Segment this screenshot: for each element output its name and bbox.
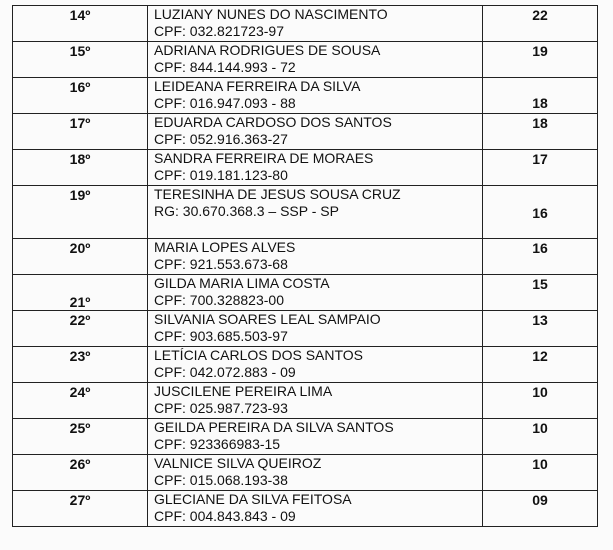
candidate-document: CPF: 052.916.363-27	[154, 131, 288, 147]
score-value: 19	[532, 43, 548, 59]
position-cell	[13, 491, 148, 527]
score-value: 17	[532, 151, 548, 167]
position-cell	[13, 78, 148, 114]
candidate-cell	[148, 42, 483, 78]
position-label: 15º	[69, 43, 91, 59]
table-row	[13, 239, 598, 275]
candidate-name: VALNICE SILVA QUEIROZ	[154, 455, 322, 471]
score-cell	[483, 383, 598, 419]
table-row	[13, 455, 598, 491]
position-cell	[13, 150, 148, 186]
candidate-document: CPF: 015.068.193-38	[154, 472, 288, 488]
position-cell	[13, 42, 148, 78]
position-label: 21º	[69, 294, 91, 310]
candidate-document: CPF: 025.987.723-93	[154, 400, 288, 416]
candidate-cell	[148, 78, 483, 114]
candidate-cell	[148, 383, 483, 419]
candidate-document: CPF: 921.553.673-68	[154, 256, 288, 272]
table-row	[13, 78, 598, 114]
position-cell	[13, 455, 148, 491]
candidate-name: LUZIANY NUNES DO NASCIMENTO	[154, 6, 388, 22]
candidate-name: LEIDEANA FERREIRA DA SILVA	[154, 78, 361, 94]
candidate-name: GILDA MARIA LIMA COSTA	[154, 275, 330, 291]
score-value: 16	[532, 240, 548, 256]
table-row	[13, 347, 598, 383]
score-value: 18	[532, 115, 548, 131]
candidate-document: CPF: 004.843.843 - 09	[154, 508, 296, 524]
score-value: 18	[532, 95, 548, 111]
position-label: 27º	[69, 492, 91, 508]
score-value: 16	[532, 205, 548, 221]
candidate-document: CPF: 032.821723-97	[154, 23, 284, 39]
score-value: 22	[532, 7, 548, 23]
candidate-name: GEILDA PEREIRA DA SILVA SANTOS	[154, 419, 394, 435]
score-value: 10	[532, 384, 548, 400]
score-value: 12	[532, 348, 548, 364]
candidate-name: LETÍCIA CARLOS DOS SANTOS	[154, 347, 364, 363]
score-cell	[483, 42, 598, 78]
candidate-name: SILVANIA SOARES LEAL SAMPAIO	[154, 311, 381, 327]
candidate-cell	[148, 491, 483, 527]
score-value: 13	[532, 312, 548, 328]
score-value: 10	[532, 456, 548, 472]
position-cell	[13, 347, 148, 383]
position-label: 22º	[69, 312, 91, 328]
candidate-cell	[148, 311, 483, 347]
position-cell	[13, 419, 148, 455]
position-label: 20º	[69, 240, 91, 256]
candidate-document: CPF: 016.947.093 - 88	[154, 95, 296, 111]
position-cell	[13, 6, 148, 42]
candidate-cell	[148, 239, 483, 275]
score-cell	[483, 491, 598, 527]
score-value: 10	[532, 420, 548, 436]
candidate-name: ADRIANA RODRIGUES DE SOUSA	[154, 42, 381, 58]
score-cell	[483, 347, 598, 383]
candidate-name: GLECIANE DA SILVA FEITOSA	[154, 491, 352, 507]
score-value: 15	[532, 276, 548, 292]
candidate-name: TERESINHA DE JESUS SOUSA CRUZ	[154, 186, 401, 202]
position-label: 23º	[69, 348, 91, 364]
candidate-cell	[148, 6, 483, 42]
score-cell	[483, 186, 598, 239]
position-cell	[13, 186, 148, 239]
table-row	[13, 114, 598, 150]
position-label: 18º	[69, 151, 91, 167]
candidate-document: CPF: 923366983-15	[154, 436, 281, 452]
candidate-document: CPF: 844.144.993 - 72	[154, 59, 296, 75]
table-row	[13, 383, 598, 419]
candidate-cell	[148, 186, 483, 239]
position-label: 25º	[69, 420, 91, 436]
candidate-document: CPF: 903.685.503-97	[154, 328, 288, 344]
table-row	[13, 311, 598, 347]
score-cell	[483, 455, 598, 491]
candidate-cell	[148, 347, 483, 383]
table-row	[13, 491, 598, 527]
table-row	[13, 150, 598, 186]
position-cell	[13, 383, 148, 419]
position-label: 19º	[69, 187, 91, 203]
candidate-cell	[148, 455, 483, 491]
candidate-document: CPF: 019.181.123-80	[154, 167, 288, 183]
table-row	[13, 186, 598, 239]
candidate-cell	[148, 150, 483, 186]
score-cell	[483, 275, 598, 311]
position-label: 14º	[69, 7, 91, 23]
candidate-cell	[148, 114, 483, 150]
score-cell	[483, 419, 598, 455]
score-cell	[483, 311, 598, 347]
position-cell	[13, 311, 148, 347]
position-label: 16º	[69, 79, 91, 95]
candidate-cell	[148, 419, 483, 455]
position-label: 24º	[69, 384, 91, 400]
table-row	[13, 419, 598, 455]
candidate-name: MARIA LOPES ALVES	[154, 239, 296, 255]
table-row	[13, 6, 598, 42]
score-cell	[483, 114, 598, 150]
position-cell	[13, 114, 148, 150]
score-cell	[483, 239, 598, 275]
ranking-table	[12, 5, 598, 527]
candidate-name: EDUARDA CARDOSO DOS SANTOS	[154, 114, 392, 130]
candidate-document: CPF: 042.072.883 - 09	[154, 364, 296, 380]
table-row	[13, 275, 598, 311]
candidate-name: JUSCILENE PEREIRA LIMA	[154, 383, 333, 399]
position-cell	[13, 275, 148, 311]
score-cell	[483, 150, 598, 186]
candidate-name: SANDRA FERREIRA DE MORAES	[154, 150, 374, 166]
position-cell	[13, 239, 148, 275]
candidate-document: CPF: 700.328823-00	[154, 292, 284, 308]
score-value: 09	[532, 492, 548, 508]
table-row	[13, 42, 598, 78]
candidate-cell	[148, 275, 483, 311]
score-cell	[483, 6, 598, 42]
candidate-document: RG: 30.670.368.3 – SSP - SP	[154, 203, 339, 219]
position-label: 17º	[69, 115, 91, 131]
score-cell	[483, 78, 598, 114]
position-label: 26º	[69, 456, 91, 472]
